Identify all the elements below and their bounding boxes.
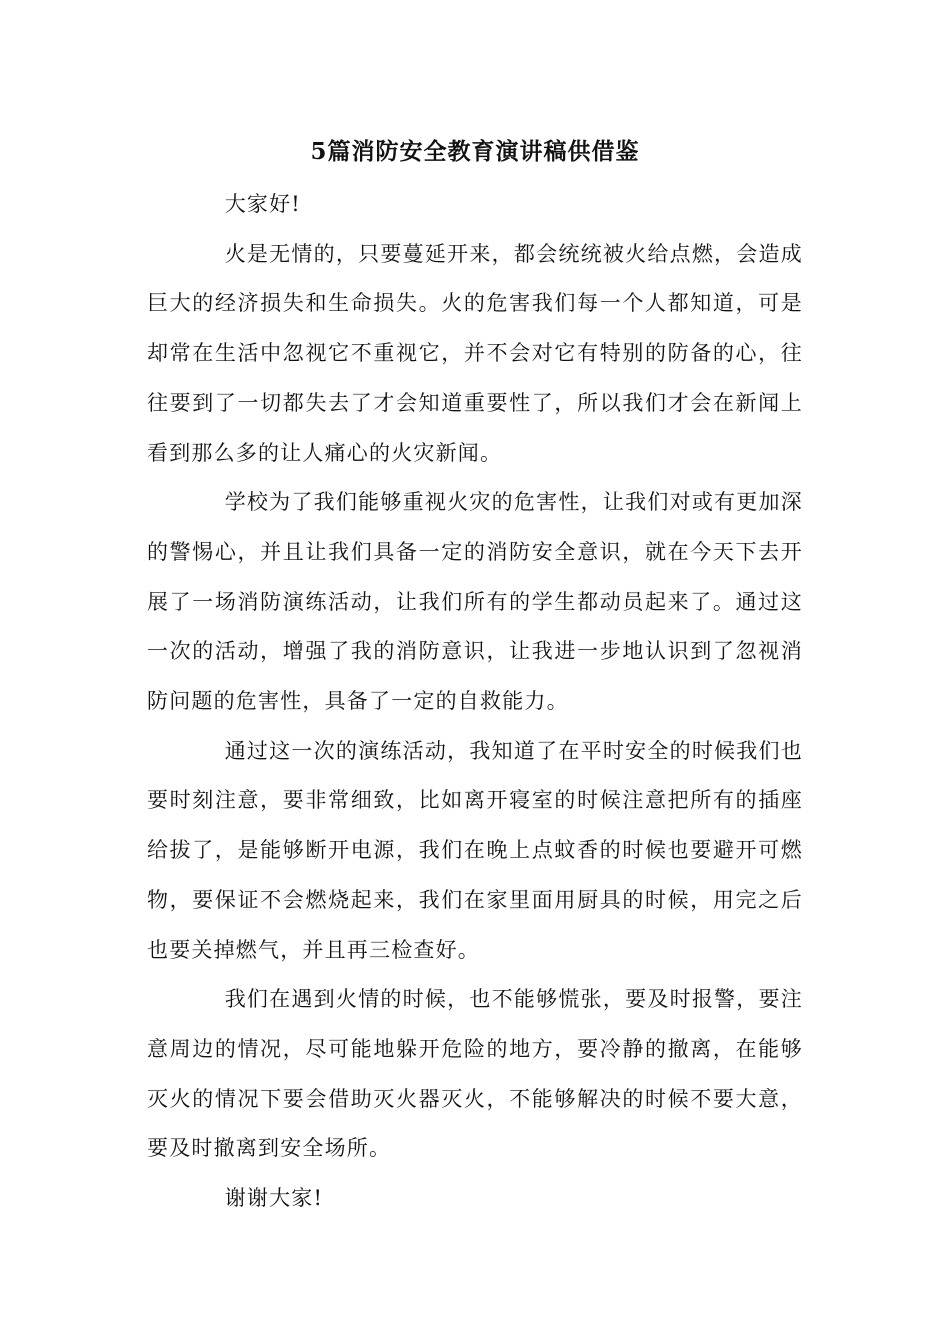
greeting-paragraph: 大家好!: [224, 192, 301, 216]
body-paragraph: 火是无情的，只要蔓延开来，都会统统被火给点燃，会造成巨大的经济损失和生命损失。火的危害我们每一个人都知道，可是却常在生活中忽视它不重视它，并不会对它有特别的防备的心，往往要到了一切都失去了才会知道重要性了，所以我们才会在新闻上看到那么多的让人痛心的火灾新闻。: [147, 241, 803, 465]
body-paragraph: 我们在遇到火情的时候，也不能够慌张，要及时报警，要注意周边的情况，尽可能地躲开危险的地方，要冷静的撤离，在能够灭火的情况下要会借助灭火器灭火，不能够解决的时候不要大意，要及时撤离到安全场所。: [147, 987, 803, 1161]
body-paragraph: 学校为了我们能够重视火灾的危害性，让我们对或有更加深的警惕心，并且让我们具备一定的消防安全意识，就在今天下去开展了一场消防演练活动，让我们所有的学生都动员起来了。通过这一次的活动，增强了我的消防意识，让我进一步地认识到了忽视消防问题的危害性，具备了一定的自救能力。: [147, 490, 803, 714]
body-paragraph: 通过这一次的演练活动，我知道了在平时安全的时候我们也要时刻注意，要非常细致，比如离开寝室的时候注意把所有的插座给拔了，是能够断开电源，我们在晚上点蚊香的时候也要避开可燃物，要保证不会燃烧起来，我们在家里面用厨具的时候，用完之后也要关掉燃气，并且再三检查好。: [147, 738, 803, 962]
document-body: [147, 180, 803, 1224]
document-title: 5篇消防安全教育演讲稿供借鉴: [310, 138, 640, 165]
closing-paragraph: 谢谢大家!: [224, 1186, 324, 1211]
